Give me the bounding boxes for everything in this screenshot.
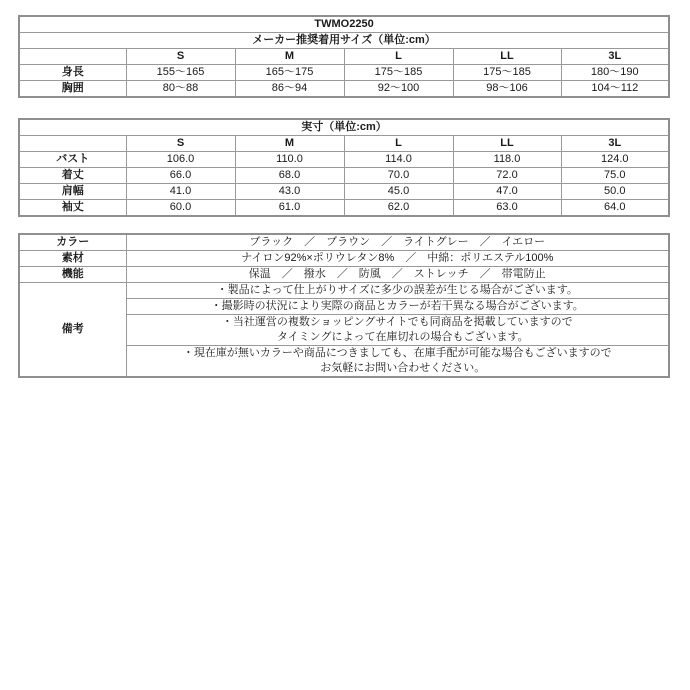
size-header-row: [19, 49, 669, 65]
recommended-title-row: [19, 33, 669, 49]
table-row-color: [19, 234, 669, 251]
bust-value-l: 114.0: [344, 152, 453, 168]
sleeve-value-m: 61.0: [235, 200, 344, 217]
length-value-l: 70.0: [344, 168, 453, 184]
row-label-sleeve: 袖丈: [19, 200, 126, 217]
chest-value-l: 92～100: [344, 81, 453, 98]
actual-title-row: [19, 119, 669, 136]
chest-value-m: 86～94: [235, 81, 344, 98]
product-code-row: [19, 16, 669, 33]
product-code: TWMO2250: [19, 16, 669, 33]
size-header-m: M: [235, 136, 344, 152]
table-row-shoulder: [19, 184, 669, 200]
remarks-note-1: [126, 283, 669, 299]
shoulder-value-3l: 50.0: [561, 184, 669, 200]
corner-cell: [19, 49, 126, 65]
bust-value-3l: 124.0: [561, 152, 669, 168]
bust-value-ll: 118.0: [453, 152, 561, 168]
size-header-ll: LL: [453, 136, 561, 152]
size-header-l: L: [344, 136, 453, 152]
height-value-m: 165～175: [235, 65, 344, 81]
size-header-ll: LL: [453, 49, 561, 65]
recommended-size-title: メーカー推奨着用サイズ（単位:cm）: [19, 33, 669, 49]
size-header-s: S: [126, 136, 235, 152]
table-row-length: [19, 168, 669, 184]
size-header-s: S: [126, 49, 235, 65]
shoulder-value-m: 43.0: [235, 184, 344, 200]
chest-value-ll: 98～106: [453, 81, 561, 98]
material-value: ナイロン92%×ポリウレタン8% ／ 中綿：ポリエステル100%: [126, 251, 669, 267]
table-row-chest: [19, 81, 669, 98]
sleeve-value-s: 60.0: [126, 200, 235, 217]
length-value-ll: 72.0: [453, 168, 561, 184]
size-header-row: [19, 136, 669, 152]
actual-size-title: 実寸（単位:cm）: [19, 119, 669, 136]
note-line: ・製品によって仕上がりサイズに多少の誤差が生じる場合がございます。: [216, 284, 578, 296]
row-label-shoulder: 肩幅: [19, 184, 126, 200]
note-line: ・現在庫が無いカラーや商品につきましても、在庫手配が可能な場合もございますので: [182, 347, 612, 359]
remarks-note-2: [126, 299, 669, 315]
row-label-remarks: 備考: [19, 283, 126, 378]
recommended-size-table: [18, 15, 670, 98]
note-line: ・撮影時の状況により実際の商品とカラーが若干異なる場合がございます。: [210, 300, 584, 312]
function-value: 保温 ／ 撥水 ／ 防風 ／ ストレッチ ／ 帯電防止: [126, 267, 669, 283]
height-value-ll: 175～185: [453, 65, 561, 81]
sleeve-value-l: 62.0: [344, 200, 453, 217]
height-value-3l: 180～190: [561, 65, 669, 81]
length-value-m: 68.0: [235, 168, 344, 184]
remarks-note-4: [126, 346, 669, 378]
table-row-remarks-1: [19, 283, 669, 299]
height-value-l: 175～185: [344, 65, 453, 81]
product-details-table: [18, 233, 670, 378]
chest-value-s: 80～88: [126, 81, 235, 98]
shoulder-value-ll: 47.0: [453, 184, 561, 200]
sleeve-value-3l: 64.0: [561, 200, 669, 217]
actual-size-table: [18, 118, 670, 217]
size-header-m: M: [235, 49, 344, 65]
row-label-height: 身長: [19, 65, 126, 81]
size-header-3l: 3L: [561, 136, 669, 152]
row-label-bust: バスト: [19, 152, 126, 168]
bust-value-m: 110.0: [235, 152, 344, 168]
note-line: ・当社運営の複数ショッピングサイトでも同商品を掲載していますので: [221, 316, 573, 328]
color-value: ブラック ／ ブラウン ／ ライトグレー ／ イエロー: [126, 234, 669, 251]
chest-value-3l: 104～112: [561, 81, 669, 98]
table-row-height: [19, 65, 669, 81]
row-label-material: 素材: [19, 251, 126, 267]
bust-value-s: 106.0: [126, 152, 235, 168]
size-header-3l: 3L: [561, 49, 669, 65]
size-header-l: L: [344, 49, 453, 65]
corner-cell: [19, 136, 126, 152]
remarks-note-3: [126, 315, 669, 346]
row-label-length: 着丈: [19, 168, 126, 184]
table-row-bust: [19, 152, 669, 168]
table-row-function: [19, 267, 669, 283]
shoulder-value-s: 41.0: [126, 184, 235, 200]
height-value-s: 155～165: [126, 65, 235, 81]
note-line: お気軽にお問い合わせください。: [320, 362, 486, 374]
row-label-color: カラー: [19, 234, 126, 251]
shoulder-value-l: 45.0: [344, 184, 453, 200]
table-row-sleeve: [19, 200, 669, 217]
row-label-function: 機能: [19, 267, 126, 283]
table-row-material: [19, 251, 669, 267]
row-label-chest: 胸囲: [19, 81, 126, 98]
note-line: タイミングによって在庫切れの場合もございます。: [276, 331, 529, 343]
length-value-s: 66.0: [126, 168, 235, 184]
sleeve-value-ll: 63.0: [453, 200, 561, 217]
length-value-3l: 75.0: [561, 168, 669, 184]
